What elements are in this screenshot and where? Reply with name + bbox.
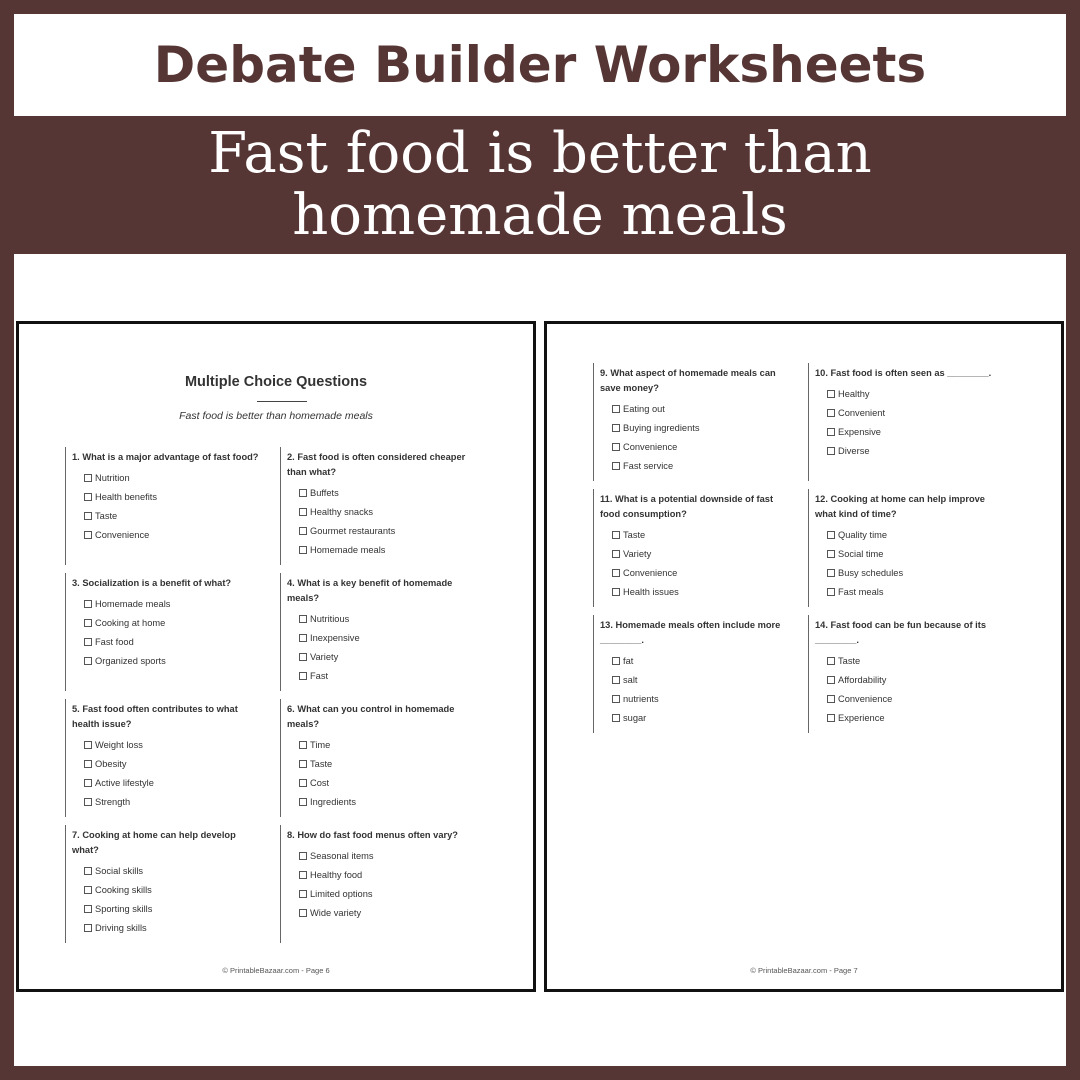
checkbox-icon[interactable] <box>827 657 835 665</box>
checkbox-icon[interactable] <box>612 569 620 577</box>
checkbox-icon[interactable] <box>84 886 92 894</box>
answer-option[interactable] <box>612 708 793 727</box>
checkbox-icon[interactable] <box>827 447 835 455</box>
answer-option[interactable] <box>299 773 480 792</box>
option-label: Driving skills <box>95 922 147 933</box>
checkbox-icon[interactable] <box>299 741 307 749</box>
answer-option[interactable] <box>84 632 265 651</box>
option-label: Taste <box>95 510 118 521</box>
checkbox-icon[interactable] <box>299 871 307 879</box>
answer-option[interactable] <box>827 670 1008 689</box>
option-label: Nutritious <box>310 613 350 624</box>
checkbox-icon[interactable] <box>84 924 92 932</box>
checkbox-icon[interactable] <box>612 405 620 413</box>
question-text: 4. What is a key benefit of homemade meals? <box>287 578 453 603</box>
option-label: Convenience <box>95 529 150 540</box>
question-text: 12. Cooking at home can help improve what kind of time? <box>815 494 985 519</box>
option-label: Taste <box>310 758 333 769</box>
option-label: Ingredients <box>310 796 356 807</box>
checkbox-icon[interactable] <box>84 638 92 646</box>
checkbox-icon[interactable] <box>827 676 835 684</box>
answer-option[interactable] <box>84 468 265 487</box>
question-text: 11. What is a potential downside of fast food consumption? <box>600 494 774 519</box>
answer-option[interactable] <box>827 689 1008 708</box>
checkbox-icon[interactable] <box>827 531 835 539</box>
question-text: 10. Fast food is often seen as ________. <box>815 368 992 378</box>
checkbox-icon[interactable] <box>612 714 620 722</box>
answer-option[interactable] <box>612 689 793 708</box>
option-label: Eating out <box>623 403 665 414</box>
answer-option[interactable] <box>299 865 480 884</box>
answer-option[interactable] <box>612 544 793 563</box>
option-label: Health benefits <box>95 491 158 502</box>
option-label: nutrients <box>623 693 659 704</box>
checkbox-icon[interactable] <box>827 695 835 703</box>
option-label: Expensive <box>838 426 881 437</box>
answer-option[interactable] <box>84 651 265 670</box>
checkbox-icon[interactable] <box>299 653 307 661</box>
answer-option[interactable] <box>827 544 1008 563</box>
question-block <box>65 699 275 817</box>
question-block <box>65 447 275 565</box>
answer-option[interactable] <box>84 899 265 918</box>
checkbox-icon[interactable] <box>612 462 620 470</box>
option-label: Sporting skills <box>95 903 153 914</box>
answer-option[interactable] <box>299 792 480 811</box>
answer-option[interactable] <box>299 903 480 922</box>
answer-option[interactable] <box>84 773 265 792</box>
question-text: 13. Homemade meals often include more ________. <box>600 620 781 645</box>
option-label: fat <box>623 655 634 666</box>
question-text: 6. What can you control in homemade meals? <box>287 704 455 729</box>
answer-option[interactable] <box>827 563 1008 582</box>
answer-option[interactable] <box>827 422 1008 441</box>
option-label: Convenient <box>838 407 886 418</box>
headline-line-2: homemade meals <box>292 183 788 248</box>
checkbox-icon[interactable] <box>84 512 92 520</box>
headline <box>0 116 1080 254</box>
answer-option[interactable] <box>84 880 265 899</box>
option-label: Nutrition <box>95 472 130 483</box>
checkbox-icon[interactable] <box>299 634 307 642</box>
answer-option[interactable] <box>612 399 793 418</box>
checkbox-icon[interactable] <box>827 428 835 436</box>
answer-option[interactable] <box>612 582 793 601</box>
option-label: Cost <box>310 777 330 788</box>
option-label: salt <box>623 674 638 685</box>
question-block <box>65 573 275 691</box>
answer-option[interactable] <box>827 441 1008 460</box>
answer-option[interactable] <box>827 582 1008 601</box>
option-label: Gourmet restaurants <box>310 525 396 536</box>
option-label: Convenience <box>838 693 893 704</box>
checkbox-icon[interactable] <box>299 508 307 516</box>
answer-option[interactable] <box>612 437 793 456</box>
question-block <box>808 489 1018 607</box>
answer-option[interactable] <box>84 525 265 544</box>
answer-option[interactable] <box>827 708 1008 727</box>
checkbox-icon[interactable] <box>84 779 92 787</box>
checkbox-icon[interactable] <box>84 474 92 482</box>
answer-option[interactable] <box>84 735 265 754</box>
option-label: Buffets <box>310 487 339 498</box>
option-label: Diverse <box>838 445 870 456</box>
option-label: Convenience <box>623 567 678 578</box>
option-label: Active lifestyle <box>95 777 154 788</box>
checkbox-icon[interactable] <box>299 760 307 768</box>
sheet-subtitle: Fast food is better than homemade meals <box>179 410 373 422</box>
page-footer: © PrintableBazaar.com - Page 7 <box>750 966 858 975</box>
question-block <box>280 573 490 691</box>
checkbox-icon[interactable] <box>84 657 92 665</box>
checkbox-icon[interactable] <box>299 890 307 898</box>
title-divider <box>257 401 307 402</box>
checkbox-icon[interactable] <box>299 852 307 860</box>
question-block <box>593 363 803 481</box>
checkbox-icon[interactable] <box>827 588 835 596</box>
option-label: Cooking skills <box>95 884 152 895</box>
answer-option[interactable] <box>84 754 265 773</box>
answer-option[interactable] <box>612 525 793 544</box>
question-text: 1. What is a major advantage of fast food? <box>72 452 259 462</box>
question-block <box>593 489 803 607</box>
checkbox-icon[interactable] <box>612 443 620 451</box>
header-band <box>14 14 1066 116</box>
answer-option[interactable] <box>612 670 793 689</box>
option-label: Variety <box>310 651 339 662</box>
answer-option[interactable] <box>299 884 480 903</box>
checkbox-icon[interactable] <box>827 390 835 398</box>
checkbox-icon[interactable] <box>827 409 835 417</box>
option-label: Obesity <box>95 758 127 769</box>
option-label: Strength <box>95 796 131 807</box>
option-label: Taste <box>838 655 861 666</box>
sheet-title: Multiple Choice Questions <box>184 374 368 390</box>
checkbox-icon[interactable] <box>827 550 835 558</box>
checkbox-icon[interactable] <box>84 493 92 501</box>
answer-option[interactable] <box>299 647 480 666</box>
question-block <box>593 615 803 733</box>
checkbox-icon[interactable] <box>84 760 92 768</box>
answer-option[interactable] <box>827 403 1008 422</box>
question-block <box>280 699 490 817</box>
answer-option[interactable] <box>84 506 265 525</box>
checkbox-icon[interactable] <box>299 779 307 787</box>
option-label: Cooking at home <box>95 617 166 628</box>
option-label: Organized sports <box>95 655 166 666</box>
answer-option[interactable] <box>827 384 1008 403</box>
checkbox-icon[interactable] <box>84 798 92 806</box>
answer-option[interactable] <box>299 502 480 521</box>
checkbox-icon[interactable] <box>299 489 307 497</box>
checkbox-icon[interactable] <box>612 424 620 432</box>
option-label: Social time <box>838 548 884 559</box>
option-label: Affordability <box>838 674 887 685</box>
option-label: Homemade meals <box>95 598 171 609</box>
checkbox-icon[interactable] <box>299 527 307 535</box>
question-text: 8. How do fast food menus often vary? <box>287 830 458 840</box>
option-label: Fast <box>310 670 329 681</box>
answer-option[interactable] <box>299 628 480 647</box>
option-label: Time <box>310 739 331 750</box>
option-label: Wide variety <box>310 907 362 918</box>
answer-option[interactable] <box>612 563 793 582</box>
option-label: Variety <box>623 548 652 559</box>
answer-option[interactable] <box>612 456 793 475</box>
checkbox-icon[interactable] <box>299 615 307 623</box>
question-block <box>280 825 490 943</box>
answer-option[interactable] <box>299 521 480 540</box>
checkbox-icon[interactable] <box>84 600 92 608</box>
checkbox-icon[interactable] <box>612 531 620 539</box>
brand-title: Debate Builder Worksheets <box>153 36 927 94</box>
checkbox-icon[interactable] <box>827 714 835 722</box>
option-label: Busy schedules <box>838 567 904 578</box>
answer-option[interactable] <box>299 666 480 685</box>
checkbox-icon[interactable] <box>612 657 620 665</box>
question-block <box>808 615 1018 733</box>
answer-option[interactable] <box>299 754 480 773</box>
option-label: Taste <box>623 529 646 540</box>
question-block <box>65 825 275 943</box>
checkbox-icon[interactable] <box>299 546 307 554</box>
answer-option[interactable] <box>299 735 480 754</box>
checkbox-icon[interactable] <box>612 695 620 703</box>
option-label: Fast meals <box>838 586 884 597</box>
option-label: Inexpensive <box>310 632 360 643</box>
option-label: Seasonal items <box>310 850 374 861</box>
checkbox-icon[interactable] <box>299 672 307 680</box>
question-text: 3. Socialization is a benefit of what? <box>72 578 232 588</box>
answer-option[interactable] <box>299 483 480 502</box>
option-label: Social skills <box>95 865 144 876</box>
worksheet-page-6 <box>16 321 536 992</box>
answer-option[interactable] <box>612 418 793 437</box>
option-label: Healthy food <box>310 869 363 880</box>
question-text: 9. What aspect of homemade meals can save money? <box>600 368 776 393</box>
option-label: Homemade meals <box>310 544 386 555</box>
checkbox-icon[interactable] <box>84 867 92 875</box>
worksheet-page-7 <box>544 321 1064 992</box>
option-label: Healthy snacks <box>310 506 374 517</box>
answer-option[interactable] <box>299 609 480 628</box>
answer-option[interactable] <box>84 613 265 632</box>
answer-option[interactable] <box>612 651 793 670</box>
option-label: Convenience <box>623 441 678 452</box>
question-text: 5. Fast food often contributes to what health issue? <box>72 704 238 729</box>
option-label: Limited options <box>310 888 373 899</box>
option-label: Health issues <box>623 586 679 597</box>
question-block <box>280 447 490 565</box>
option-label: Fast service <box>623 460 674 471</box>
answer-option[interactable] <box>827 525 1008 544</box>
answer-option[interactable] <box>84 861 265 880</box>
headline-line-1: Fast food is better than <box>208 121 872 186</box>
checkbox-icon[interactable] <box>827 569 835 577</box>
answer-option[interactable] <box>299 540 480 559</box>
answer-option[interactable] <box>84 594 265 613</box>
option-label: Fast food <box>95 636 134 647</box>
option-label: Healthy <box>838 388 870 399</box>
checkbox-icon[interactable] <box>84 531 92 539</box>
answer-option[interactable] <box>84 792 265 811</box>
answer-option[interactable] <box>84 918 265 937</box>
answer-option[interactable] <box>84 487 265 506</box>
option-label: Buying ingredients <box>623 422 700 433</box>
answer-option[interactable] <box>827 651 1008 670</box>
checkbox-icon[interactable] <box>299 798 307 806</box>
answer-option[interactable] <box>299 846 480 865</box>
option-label: Quality time <box>838 529 888 540</box>
question-text: 7. Cooking at home can help develop what? <box>72 830 236 855</box>
checkbox-icon[interactable] <box>612 588 620 596</box>
checkbox-icon[interactable] <box>612 550 620 558</box>
option-label: Weight loss <box>95 739 143 750</box>
question-text: 14. Fast food can be fun because of its ________. <box>815 620 986 645</box>
checkbox-icon[interactable] <box>84 619 92 627</box>
page-footer: © PrintableBazaar.com - Page 6 <box>222 966 330 975</box>
option-label: Experience <box>838 712 885 723</box>
question-block <box>808 363 1018 481</box>
checkbox-icon[interactable] <box>299 909 307 917</box>
checkbox-icon[interactable] <box>84 905 92 913</box>
option-label: sugar <box>623 712 647 723</box>
checkbox-icon[interactable] <box>84 741 92 749</box>
question-text: 2. Fast food is often considered cheaper than what? <box>287 452 466 477</box>
checkbox-icon[interactable] <box>612 676 620 684</box>
